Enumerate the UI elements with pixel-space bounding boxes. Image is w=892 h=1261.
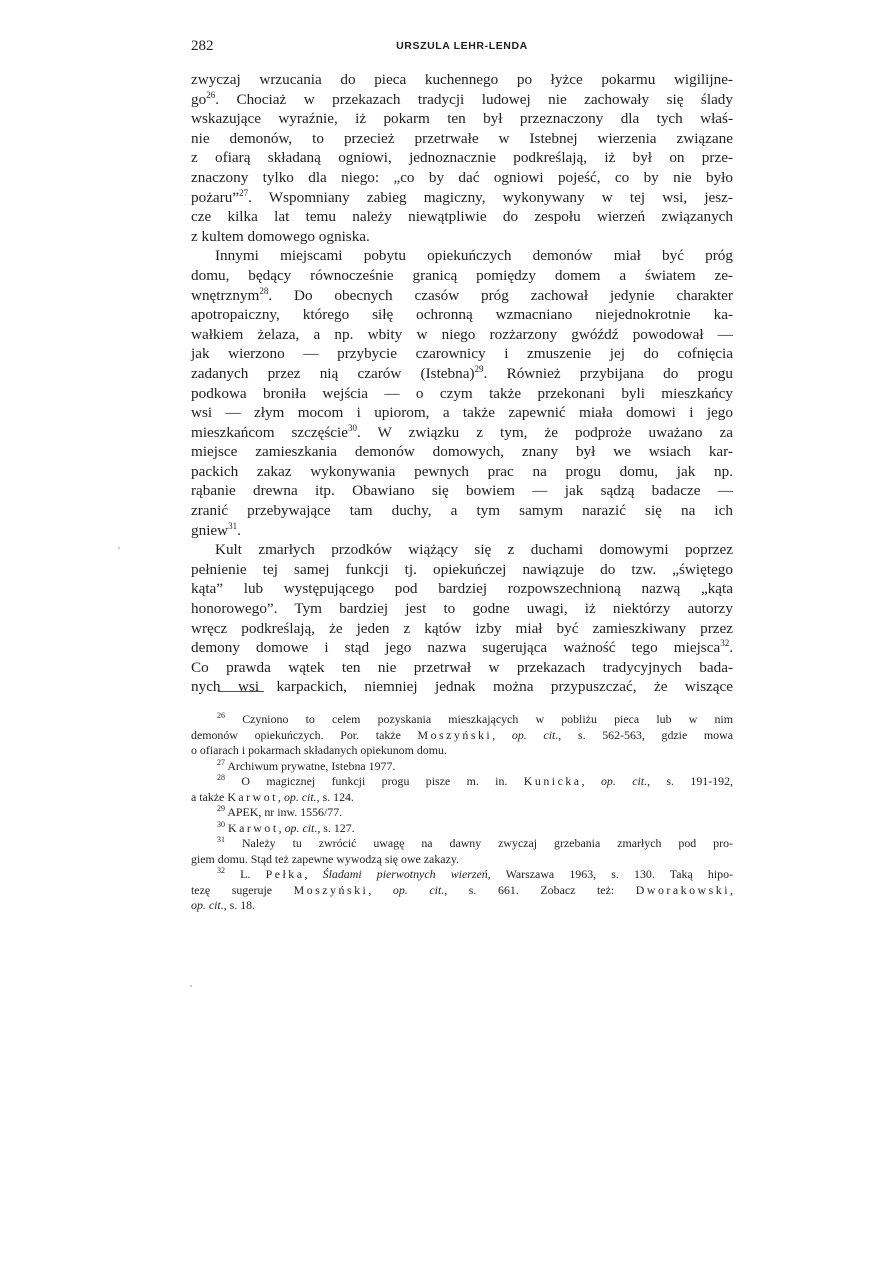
text-line: nych wsi karpackich, niemniej jednak można przypuszczać, że wiszące — [191, 678, 733, 696]
text-line: wskazujące wyraźnie, iż pokarm ten był przeznaczony dla tych właś- — [191, 110, 733, 128]
text-line: demony domowe i stąd jego nazwa sugerująca ważność tego miejsca$^{32}$. — [191, 638, 733, 657]
scan-speck — [190, 985, 192, 987]
text-line: gniew$^{31}$. — [191, 520, 241, 539]
text-line: apotropaiczny, którego siłę ochronną wzmacniano niejednokrotnie ka- — [191, 306, 733, 324]
author-name: Pełka — [265, 867, 305, 881]
text-line: mieszkańcom szczęście$^{30}$. W związku z tym, że podproże uważano za — [191, 422, 733, 441]
text-line: rąbanie drewna itp. Obawiano się bowiem — jak sądzą badacze — — [191, 482, 733, 500]
text-line: miejsce zamieszkania demonów domowych, znany był we wsiach kar- — [191, 443, 733, 461]
footnote-29: $^{29}$ APEK, nr inw. 1556/77. — [217, 804, 343, 819]
text-line: honorowego”. Tym bardziej jest to godne uwagi, iż niektórzy autorzy — [191, 600, 733, 618]
text-line: jak wierzono — przybycie czarownicy i zmuszenie jej do cofnięcia — [191, 345, 733, 363]
footnote-ref-32[interactable]: 32 — [720, 638, 730, 649]
author-name: Moszyński — [293, 882, 369, 897]
text-line: z kultem domowego ogniska. — [191, 227, 370, 245]
text-line: z ofiarą składaną ogniowi, jednoznacznie podkreślają, iż był on prze- — [191, 149, 733, 167]
scan-speck — [118, 547, 120, 549]
footnotes — [191, 712, 733, 914]
text-line: $go^{26}$. Chociaż w przekazach tradycji ludowej nie zachowały się ślady — [191, 89, 733, 108]
footnote-ref-26[interactable]: 26 — [206, 89, 216, 100]
footnote-line: op. cit., s. 18. — [191, 898, 256, 912]
text-line: domu, będący równocześnie granicą pomiędzy domem a światem ze- — [191, 266, 733, 284]
author-name: Moszyński — [417, 727, 493, 742]
footnote-ref-28[interactable]: 28 — [259, 285, 269, 296]
text-line: pożaru”$^{27}$. Wspomniany zabieg magiczny, wykonywany w tej wsi, jesz- — [191, 187, 733, 206]
footnote-separator — [218, 691, 264, 692]
running-head: URSZULA LEHR-LENDA — [396, 40, 528, 52]
text-line: cze kilka lat temu należy niewątpliwie do zespołu wierzeń związanych — [191, 208, 733, 226]
footnote-32: $^{32}$ L. Pełka, Śladami pierwotnych wierzeń, Warszawa 1963, s. 130. Taką hipo- — [217, 866, 733, 881]
text-line: wnętrznym$^{28}$. Do obecnych czasów próg zachował jedynie charakter — [191, 285, 733, 304]
text-line: zranić przebywające tam duchy, a tym samym narazić się na ich — [191, 502, 733, 520]
footnote-line: tezę sugeruje Moszyński, op. cit., s. 661. Zobacz też: Dworakowski, — [191, 882, 733, 897]
main-text — [191, 70, 733, 697]
footnote-ref-30[interactable]: 30 — [348, 422, 358, 433]
text-line: wsi — złym mocom i upiorom, a także zapewnić miała domowi i jego — [191, 404, 733, 422]
text-line: wręcz podkreślają, że jeden z kątów izby miał być zamieszkiwany przez — [191, 619, 733, 637]
author-name: Karwot — [227, 789, 278, 804]
page-number: 282 — [191, 38, 214, 54]
text-line: kąta” lub występującego pod bardziej rozpowszechnioną nazwą „kąta — [191, 580, 733, 598]
text-line: pełnienie tej samej funkcji tj. opiekuńczej nawiązuje do tzw. „świętego — [191, 560, 733, 578]
text-line: znaczony tylko dla niego: „co by dać ogniowi pojeść, co by nie było — [191, 168, 733, 186]
text-line: packich zakaz wykonywania pewnych prac na progu domu, jak np. — [191, 462, 733, 480]
footnote-line: giem domu. Stąd też zapewne wywodzą się owe zakazy. — [191, 851, 459, 866]
author-name: Kunicka — [523, 774, 582, 788]
text-line: Co prawda wątek ten nie przetrwał w przekazach tradycyjnych bada- — [191, 658, 733, 676]
footnote-ref-29[interactable]: 29 — [474, 363, 484, 374]
footnote-26: $^{26}$ Czyniono to celem pozyskania mieszkających w pobliżu pieca lub w nim — [217, 711, 733, 726]
paragraph-start: Kult zmarłych przodków wiążący się z duchami domowymi poprzez — [215, 541, 733, 559]
book-title: Śladami pierwotnych wierzeń — [322, 867, 488, 881]
footnote-ref-27[interactable]: 27 — [239, 187, 249, 198]
page-header — [191, 38, 733, 58]
footnote-line: a także Karwot, op. cit., s. 124. — [191, 789, 354, 804]
text-line: zwyczaj wrzucania do pieca kuchennego po łyżce pokarmu wigilijne- — [191, 71, 733, 88]
text-line: nie demonów, to przecież przetrwałe w Istebnej wierzenia związane — [191, 129, 733, 147]
text-line: zadanych przez nią czarów (Istebna)$^{29}$. Również przybijana do progu — [191, 363, 733, 382]
paragraph-start: Innymi miejscami pobytu opiekuńczych demonów miał być próg — [215, 247, 733, 265]
author-name: Dworakowski — [635, 882, 730, 897]
text-line: podkowa broniła wejścia — o czym także przekonani byli mieszkańcy — [191, 384, 733, 402]
footnote-ref-31[interactable]: 31 — [228, 520, 238, 531]
footnote-line: o ofiarach i pokarmach składanych opiekunom domu. — [191, 743, 447, 757]
footnote-27: $^{27}$ Archiwum prywatne, Istebna 1977. — [217, 757, 396, 773]
footnote-30: $^{30}$ Karwot, op. cit., s. 127. — [217, 819, 355, 835]
footnote-31: $^{31}$ Należy tu zwrócić uwagę na dawny zwyczaj grzebania zmarłych pod pro- — [217, 835, 733, 850]
author-name: Karwot — [227, 820, 279, 835]
text-line: wałkiem żelaza, a np. wbity w niego rozżarzony gwóźdź powodował — — [191, 325, 733, 343]
footnote-28: $^{28}$ O magicznej funkcji progu pisze m. in. Kunicka, op. cit., s. 191-192, — [217, 773, 733, 788]
footnote-line: demonów opiekuńczych. Por. także Moszyński, op. cit., s. 562-563, gdzie mowa — [191, 727, 733, 742]
